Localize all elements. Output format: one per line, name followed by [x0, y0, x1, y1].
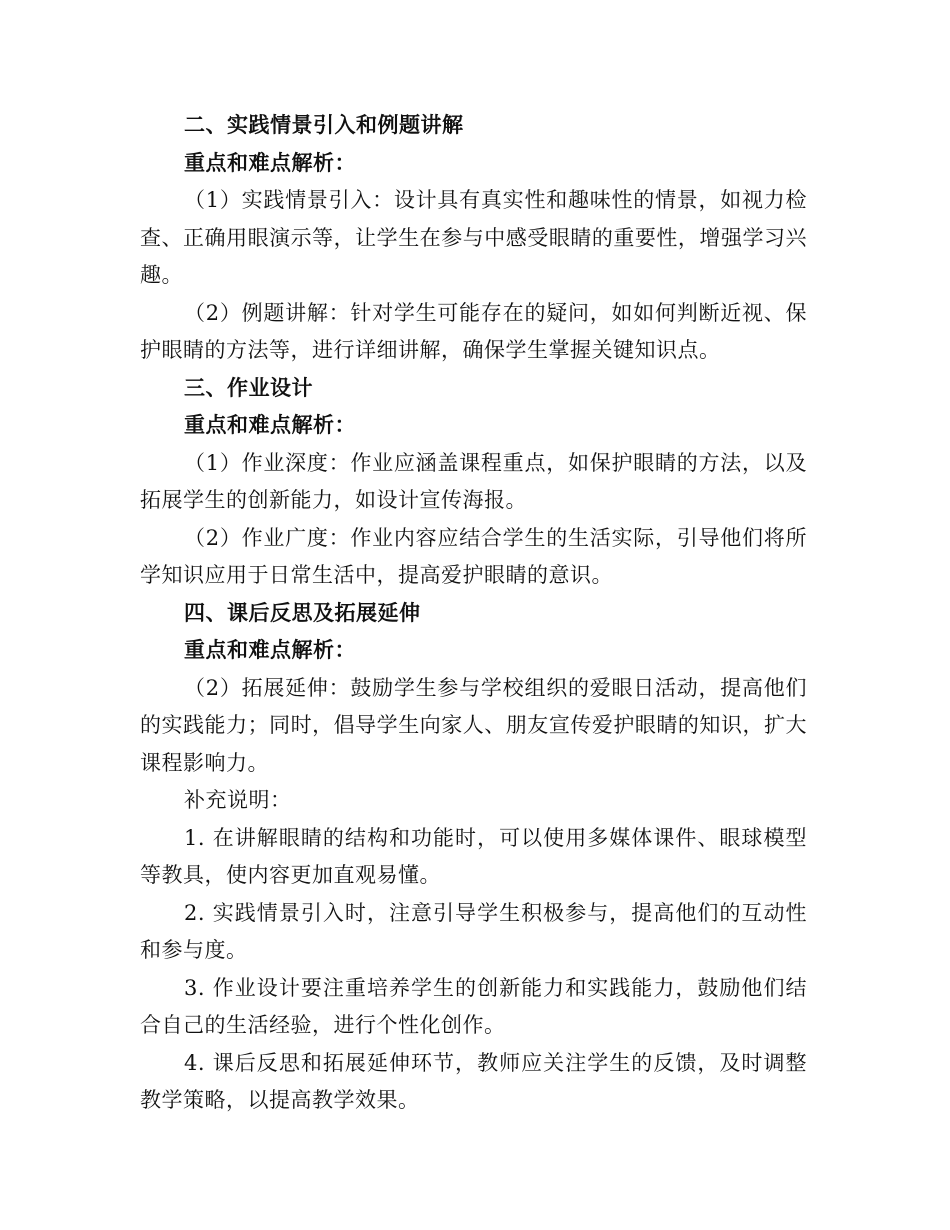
section-paragraph: （2）例题讲解：针对学生可能存在的疑问，如如何判断近视、保护眼睛的方法等，进行详细讲解，确保学生掌握关键知识点。 [140, 300, 807, 362]
supplement-note: 3. 作业设计要注重培养学生的创新能力和实践能力，鼓励他们结合自己的生活经验，进行个性化创作。 [140, 975, 807, 1037]
document-body [140, 107, 807, 1120]
section-paragraph: （2）拓展延伸：鼓励学生参与学校组织的爱眼日活动，提高他们的实践能力；同时，倡导学生向家人、朋友宣传爱护眼睛的知识，扩大课程影响力。 [140, 675, 807, 775]
supplement-title: 补充说明： [184, 788, 292, 812]
supplement-note: 2. 实践情景引入时，注意引导学生积极参与，提高他们的互动性和参与度。 [140, 900, 807, 962]
section-heading: 四、课后反思及拓展延伸 [184, 600, 421, 625]
section-heading: 二、实践情景引入和例题讲解 [184, 113, 464, 137]
section-heading: 三、作业设计 [184, 375, 313, 400]
section-subheading: 重点和难点解析： [184, 638, 356, 662]
section-subheading: 重点和难点解析： [184, 413, 356, 437]
supplement-note: 1. 在讲解眼睛的结构和功能时，可以使用多媒体课件、眼球模型等教具，使内容更加直观易懂。 [140, 825, 807, 887]
section-paragraph: （1）作业深度：作业应涵盖课程重点，如保护眼睛的方法，以及拓展学生的创新能力，如设计宣传海报。 [140, 450, 807, 512]
section-subheading: 重点和难点解析： [184, 150, 356, 175]
section-paragraph: （1）实践情景引入：设计具有真实性和趣味性的情景，如视力检查、正确用眼演示等，让学生在参与中感受眼睛的重要性，增强学习兴趣。 [140, 188, 807, 287]
section-paragraph: （2）作业广度：作业内容应结合学生的生活实际，引导他们将所学知识应用于日常生活中，提高爱护眼睛的意识。 [140, 525, 807, 587]
supplement-note: 4. 课后反思和拓展延伸环节，教师应关注学生的反馈，及时调整教学策略，以提高教学效果。 [140, 1050, 807, 1112]
